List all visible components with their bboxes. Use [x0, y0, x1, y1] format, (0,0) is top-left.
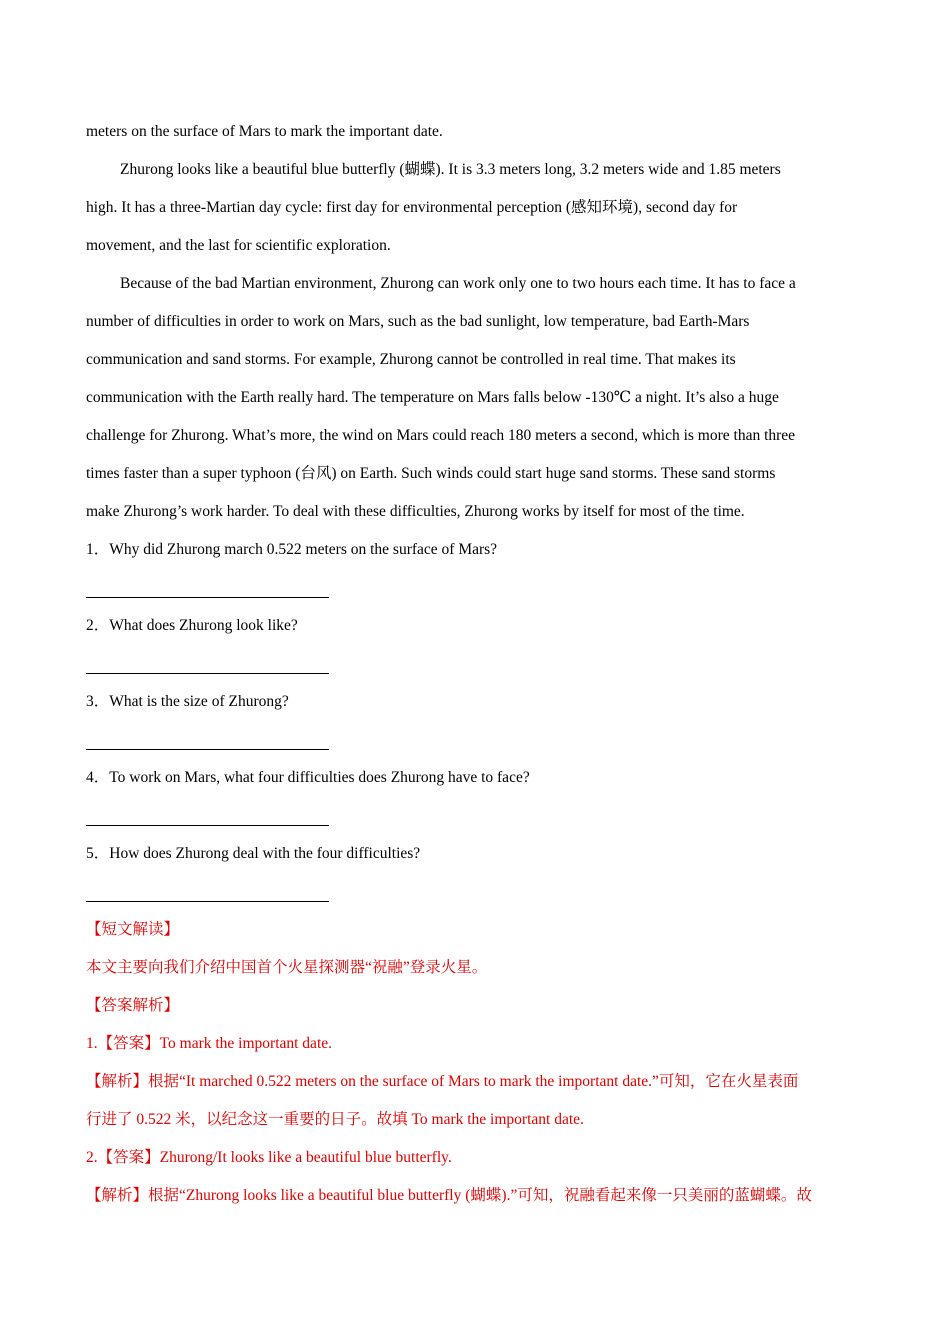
answer-1: 1.【答案】To mark the important date. — [86, 1035, 333, 1052]
passage-line: communication with the Earth really hard. The temperature on Mars falls below -130℃ a night. It’s also a huge — [86, 389, 779, 406]
passage-line: times faster than a super typhoon (台风) on Earth. Such winds could start huge sand storms. These sand storms — [86, 465, 776, 482]
passage-line: number of difficulties in order to work on Mars, such as the bad sunlight, low temperature, bad Earth-Mars — [86, 313, 750, 330]
summary-heading: 【短文解读】 — [86, 921, 180, 938]
answer-blank-5[interactable] — [86, 901, 329, 902]
passage-line: communication and sand storms. For example, Zhurong cannot be controlled in real time. That makes its — [86, 351, 736, 368]
question-4: 4．To work on Mars, what four difficulties does Zhurong have to face? — [86, 769, 530, 786]
answer-blank-4[interactable] — [86, 825, 329, 826]
answers-heading: 【答案解析】 — [86, 997, 180, 1014]
question-2: 2．What does Zhurong look like? — [86, 617, 298, 634]
passage-line: challenge for Zhurong. What’s more, the wind on Mars could reach 180 meters a second, which is more than three — [86, 427, 796, 444]
passage-line: high. It has a three-Martian day cycle: first day for environmental perception (感知环境), second day for — [86, 199, 738, 216]
passage-line: movement, and the last for scientific exploration. — [86, 237, 391, 254]
question-1: 1．Why did Zhurong march 0.522 meters on the surface of Mars? — [86, 541, 498, 558]
explanation-2: 【解析】根据“Zhurong looks like a beautiful blue butterfly (蝴蝶).”可知，祝融看起来像一只美丽的蓝蝴蝶。故 — [86, 1187, 812, 1204]
answer-2: 2.【答案】Zhurong/It looks like a beautiful blue butterfly. — [86, 1149, 452, 1166]
answer-blank-2[interactable] — [86, 673, 329, 674]
question-3: 3．What is the size of Zhurong? — [86, 693, 289, 710]
explanation-1-cont: 行进了 0.522 米，以纪念这一重要的日子。故填 To mark the important date. — [86, 1111, 584, 1128]
passage-line: make Zhurong’s work harder. To deal with these difficulties, Zhurong works by itself for most of the time. — [86, 503, 745, 520]
answer-blank-1[interactable] — [86, 597, 329, 598]
question-5: 5．How does Zhurong deal with the four difficulties? — [86, 845, 421, 862]
passage-line: Zhurong looks like a beautiful blue butterfly (蝴蝶). It is 3.3 meters long, 3.2 meters wide and 1.85 meters — [120, 161, 781, 178]
answer-blank-3[interactable] — [86, 749, 329, 750]
explanation-1: 【解析】根据“It marched 0.522 meters on the surface of Mars to mark the important date.”可知，它在火星表面 — [86, 1073, 799, 1090]
passage-line: Because of the bad Martian environment, Zhurong can work only one to two hours each time. It has to face a — [120, 275, 796, 292]
passage-line: meters on the surface of Mars to mark the important date. — [86, 123, 443, 140]
summary-text: 本文主要向我们介绍中国首个火星探测器“祝融”登录火星。 — [86, 959, 488, 976]
